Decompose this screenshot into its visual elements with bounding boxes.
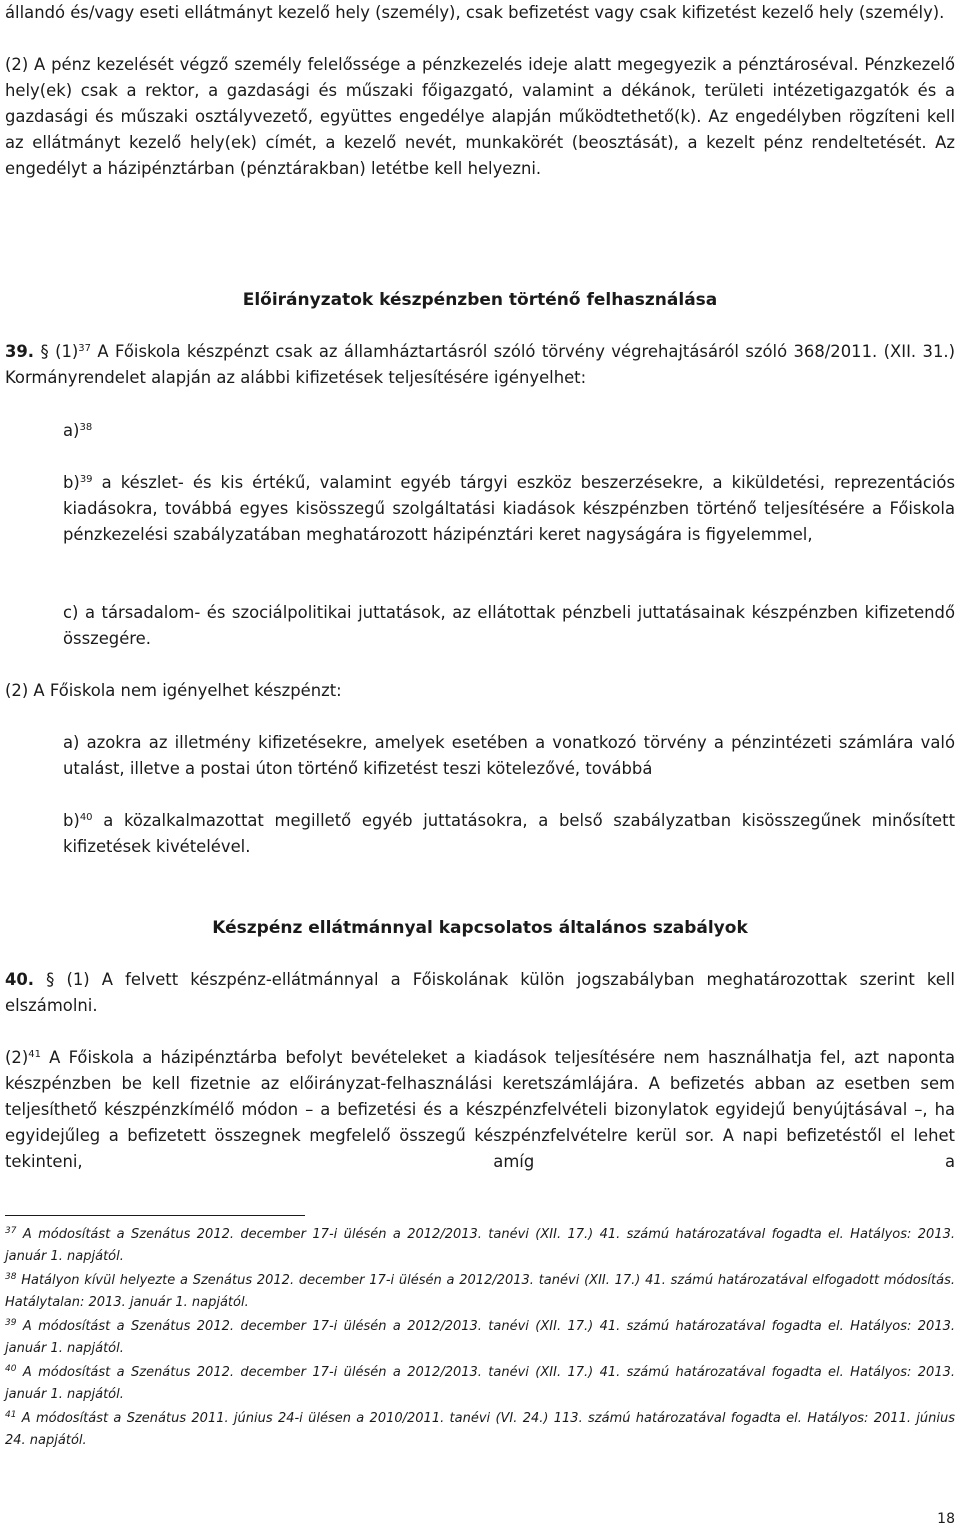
item-b-text: a készlet- és kis értékű, valamint egyéb tárgyi eszköz beszerzésekre, a kiküldetési, reprezentációs kiadásokra, továbbá egyes kisösszegű szolgáltatási kiadások készpénzben történő teljesítésére a Főiskola pénzkezelési szabályzatában meghatározott házipénztári keret nagyságára is figyelemmel, [63, 473, 955, 544]
section-39-paragraph-2: (2) A Főiskola nem igényelhet készpénzt: [5, 681, 342, 700]
section-39-paragraph-1 [5, 339, 955, 391]
footnote-38 [5, 1270, 955, 1314]
footnote-39 [5, 1316, 955, 1360]
footnote-40 [5, 1362, 955, 1406]
footnote-37 [5, 1224, 955, 1268]
section-number-40: 40. [5, 970, 35, 989]
footnote-number: 37 [5, 1226, 17, 1236]
item-c: c) a társadalom- és szociálpolitikai juttatások, az ellátottak pénzbeli juttatásainak készpénzben kifizetendő összegére. [63, 603, 955, 648]
footnote-text: A módosítást a Szenátus 2011. június 24-i ülésen a 2010/2011. tanévi (VI. 24.) 113. számú határozatával fogadta el. Hatályos: 2011. június 24. napjától. [5, 1411, 955, 1448]
footnote-ref-38: 38 [79, 422, 93, 433]
para-prefix: (2) [5, 1048, 29, 1067]
item-b2-text: a közalkalmazottat megillető egyéb juttatásokra, a belső szabályzatban kisösszegűnek minősített kifizetések kivételével. [63, 811, 955, 856]
section-40-paragraph-2-text: A Főiskola a házipénztárba befolyt bevételeket a kiadások teljesítésére nem használhatja fel, azt naponta készpénzben be kell fizetnie az előirányzat-felhasználási keretszámlájára. A befizetés abban az esetben sem teljesíthető készpénzkímélő módon – a befizetési és a készpénzfelvételi bizonylatok egyidejű benyújtásával –, ha egyidejűleg a befizetett összegnek megfelelő összegű készpénzfelvételre kerül sor. A napi befizetéstől el lehet tekinteni, amíg a [5, 1048, 955, 1171]
section-sign: § [40, 342, 49, 361]
footnote-number: 38 [5, 1272, 17, 1282]
footnote-text: A módosítást a Szenátus 2012. december 17-i ülésén a 2012/2013. tanévi (XII. 17.) 41. számú határozatával fogadta el. Hatályos: 2013. január 1. napjától. [5, 1227, 955, 1264]
footnote-text: A módosítást a Szenátus 2012. december 17-i ülésén a 2012/2013. tanévi (XII. 17.) 41. számú határozatával fogadta el. Hatályos: 2013. január 1. napjától. [5, 1365, 955, 1402]
paragraph-2: (2) A pénz kezelését végző személy felelőssége a pénzkezelés ideje alatt megegyezik a pénztároséval. Pénzkezelő hely(ek) csak a rektor, a gazdasági és műszaki főigazgató, valamint a dékánok, területi intézetigazgatók és a gazdasági és műszaki osztályvezető, együttes engedélye alapján működtethető(k). Az engedélyben rögzíteni kell az ellátmányt kezelő hely(ek) címét, a kezelő nevét, munkakörét (beosztását), a kezelt pénz rendeltetését. Az engedélyt a házipénztárban (pénztárakban) letétbe kell helyezni. [5, 55, 955, 178]
section-number-39: 39. [5, 342, 35, 361]
item-a2: a) azokra az illetmény kifizetésekre, amelyek esetében a vonatkozó törvény a pénzintézeti számlára való utalást, illetve a postai úton történő kifizetést teszi kötelezővé, továbbá [63, 733, 955, 778]
footnote-number: 41 [5, 1410, 17, 1420]
item-b-label: b) [63, 473, 80, 492]
item-b2 [63, 808, 955, 860]
item-b [63, 470, 955, 548]
footnote-separator [5, 1215, 305, 1216]
footnote-41 [5, 1408, 955, 1452]
footnote-ref-40: 40 [79, 812, 93, 823]
section-40-paragraph-2 [5, 1045, 955, 1175]
footnote-number: 40 [5, 1364, 17, 1374]
paragraph-intro-continued: állandó és/vagy eseti ellátmányt kezelő hely (személy), csak befizetést vagy csak kifizetést kezelő hely (személy). [5, 3, 945, 22]
section-heading-1: Előirányzatok készpénzben történő felhasználása [242, 290, 718, 310]
item-a [63, 418, 955, 444]
page-number: 18 [937, 1511, 955, 1527]
footnote-ref-39: 39 [79, 474, 93, 485]
item-b2-label: b) [63, 811, 80, 830]
footnote-ref-41: 41 [28, 1049, 41, 1060]
section-sign: § [46, 970, 55, 989]
section-39-text: A Főiskola készpénzt csak az államháztartásról szóló törvény végrehajtásáról szóló 368/2011. (XII. 31.) Kormányrendelet alapján az alábbi kifizetések teljesítésére igényelhet: [5, 342, 955, 387]
footnote-ref-37: 37 [78, 343, 92, 354]
section-40-text: (1) A felvett készpénz-ellátmánnyal a Főiskolának külön jogszabályban meghatározottak szerint kell elszámolni. [5, 970, 955, 1015]
footnote-text: A módosítást a Szenátus 2012. december 17-i ülésén a 2012/2013. tanévi (XII. 17.) 41. számú határozatával fogadta el. Hatályos: 2013. január 1. napjától. [5, 1319, 955, 1356]
para-prefix: (1) [55, 342, 79, 361]
footnote-number: 39 [5, 1318, 17, 1328]
section-40-paragraph-1 [5, 967, 955, 1019]
footnote-text: Hatályon kívül helyezte a Szenátus 2012. december 17-i ülésén a 2012/2013. tanévi (XII. 17.) 41. számú határozatával elfogadott módosítás. Hatálytalan: 2013. január 1. napjától. [5, 1273, 955, 1310]
section-heading-2: Készpénz ellátmánnyal kapcsolatos általános szabályok [212, 918, 748, 938]
item-a-label: a) [63, 421, 80, 440]
